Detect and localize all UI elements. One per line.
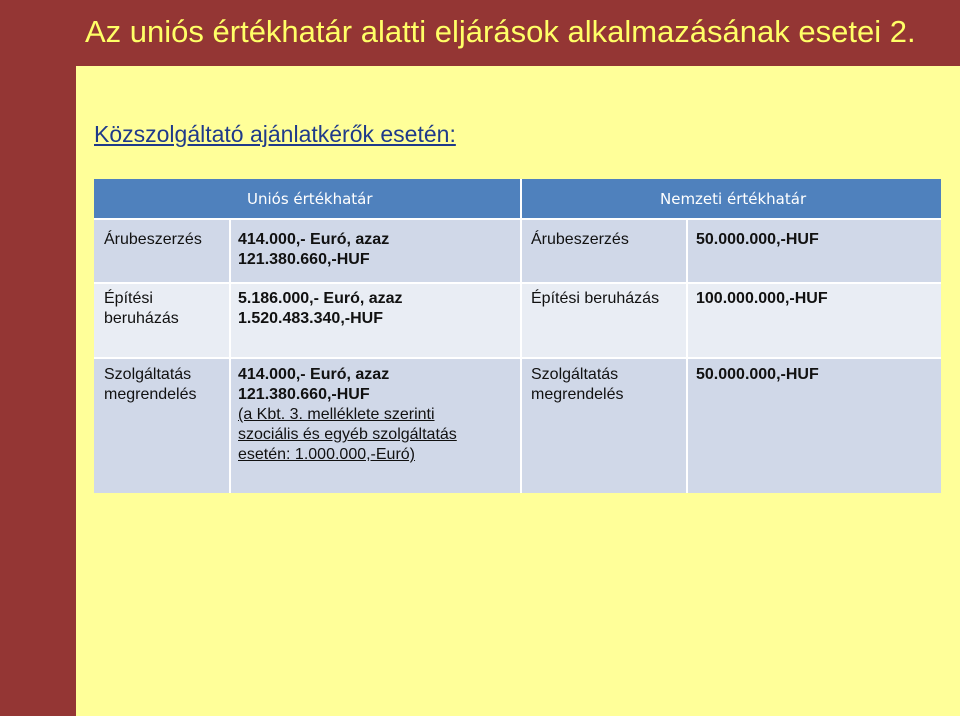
threshold-table — [94, 179, 941, 493]
row3-national-value: 50.000.000,-HUF — [696, 366, 819, 383]
row-divider — [94, 218, 941, 220]
row2-national-label: Építési beruházás — [531, 290, 660, 307]
header-national-label: Nemzeti értékhatár — [660, 190, 807, 208]
row3-national-label-line1: Szolgáltatás — [531, 366, 619, 383]
row1-national-label: Árubeszerzés — [531, 231, 629, 248]
column-divider — [686, 219, 688, 493]
row2-eu-value-line1: 5.186.000,- Euró, azaz — [238, 290, 403, 307]
row3-eu-value-line2: 121.380.660,-HUF — [238, 386, 370, 403]
row2-national-value: 100.000.000,-HUF — [696, 290, 828, 307]
header-national-threshold — [521, 179, 941, 219]
table-row — [94, 219, 941, 283]
row1-eu-value-line1: 414.000,- Euró, azaz — [238, 231, 390, 248]
slide-subtitle: Közszolgáltató ajánlatkérők esetén: — [94, 121, 456, 147]
row-divider — [94, 282, 941, 284]
column-divider — [520, 179, 522, 493]
row3-eu-value-line1: 414.000,- Euró, azaz — [238, 366, 390, 383]
column-divider — [229, 219, 231, 493]
row2-eu-label-line1: Építési — [104, 290, 153, 307]
row-divider — [94, 357, 941, 359]
row3-eu-label-line2: megrendelés — [104, 386, 197, 403]
header-eu-threshold — [94, 179, 521, 219]
row3-eu-note-line3: esetén: 1.000.000,-Euró) — [238, 446, 416, 463]
row3-eu-note-line1: (a Kbt. 3. melléklete szerinti — [238, 406, 435, 423]
row1-national-value: 50.000.000,-HUF — [696, 231, 819, 248]
slide-title: Az uniós értékhatár alatti eljárások alkalmazásának esetei 2. — [85, 14, 916, 49]
row1-eu-value-line2: 121.380.660,-HUF — [238, 251, 370, 268]
row2-eu-value-line2: 1.520.483.340,-HUF — [238, 310, 383, 327]
row3-national-label-line2: megrendelés — [531, 386, 624, 403]
header-eu-label: Uniós értékhatár — [247, 190, 373, 208]
slide-sidebar — [0, 0, 76, 716]
row3-eu-label-line1: Szolgáltatás — [104, 366, 192, 383]
row2-eu-label-line2: beruházás — [104, 310, 179, 327]
row1-eu-label: Árubeszerzés — [104, 231, 202, 248]
row3-eu-note-line2: szociális és egyéb szolgáltatás — [238, 426, 457, 443]
